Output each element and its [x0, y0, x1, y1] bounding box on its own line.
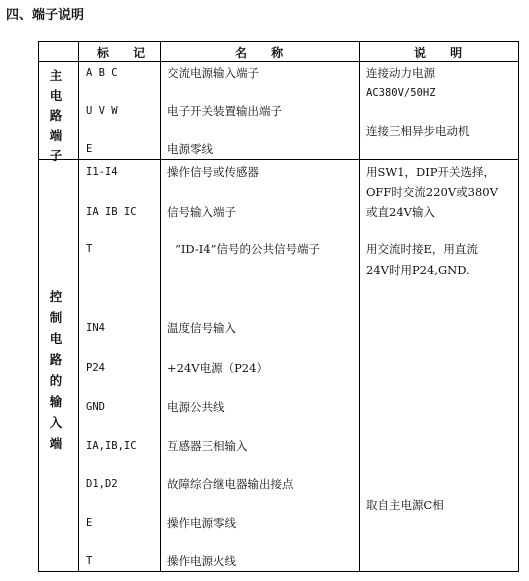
main-name-1: 电子开关装置输出端子 [167, 104, 282, 118]
header-divider [39, 61, 518, 62]
ctrl-mark-7: D1,D2 [86, 478, 118, 490]
ctrl-name-7: 故障综合继电器输出接点 [167, 477, 294, 491]
ctrl-mark-5: GND [86, 401, 105, 413]
column-divider-3 [359, 42, 360, 571]
ctrl-desc-1: OFF时交流220V或380V [366, 185, 498, 199]
ctrl-desc-0: 用SW1，DIP开关选择， [366, 165, 496, 179]
ctrl-mark-8: E [86, 517, 93, 529]
column-divider-2 [160, 42, 161, 571]
ctrl-name-2: “ID-I4”信号的公共信号端子 [175, 242, 320, 256]
ctrl-name-0: 操作信号或传感器 [167, 165, 259, 179]
main-name-0: 交流电源输入端子 [167, 66, 259, 80]
ctrl-desc-3: 用交流时接E，用直流 [366, 242, 478, 256]
ctrl-name-5: 电源公共线 [167, 400, 225, 414]
ctrl-mark-0: I1-I4 [86, 166, 118, 178]
main-mark-0: A B C [86, 67, 118, 79]
ctrl-desc-4: 24V时用P24,GND. [366, 263, 470, 277]
ctrl-desc-2: 或直24V输入 [366, 205, 435, 219]
main-mark-1: U V W [86, 105, 118, 117]
ctrl-mark-1: IA IB IC [86, 206, 137, 218]
group-label-main: 主电路端子 [49, 68, 63, 163]
ctrl-mark-3: IN4 [86, 322, 105, 334]
ctrl-name-6: 互感器三相输入 [167, 439, 248, 453]
section-heading: 四、端子说明 [6, 8, 85, 23]
ctrl-mark-9: T [86, 555, 93, 567]
main-desc-2: 连接三相异步电动机 [366, 124, 470, 138]
ctrl-desc-5: 取自主电源C相 [366, 498, 444, 512]
main-name-2: 电源零线 [167, 142, 213, 156]
ctrl-mark-6: IA,IB,IC [86, 440, 137, 452]
header-desc: 说 明 [414, 46, 473, 60]
ctrl-name-9: 操作电源火线 [167, 554, 236, 568]
main-desc-1: AC380V/50HZ [366, 87, 436, 99]
ctrl-mark-2: T [86, 243, 93, 255]
main-desc-0: 连接动力电源 [366, 66, 435, 80]
ctrl-name-1: 信号输入端子 [167, 205, 236, 219]
terminal-table [38, 41, 519, 572]
ctrl-mark-4: P24 [86, 362, 105, 374]
column-divider-1 [78, 42, 79, 571]
main-mark-2: E [86, 143, 93, 155]
group-divider [39, 159, 518, 160]
ctrl-name-4: +24V电源（P24） [167, 361, 268, 375]
ctrl-name-3: 温度信号输入 [167, 321, 236, 335]
header-name: 名 称 [235, 46, 294, 60]
group-label-control: 控制电路的输入端 [49, 289, 63, 451]
header-mark: 标 记 [97, 46, 156, 60]
ctrl-name-8: 操作电源零线 [167, 516, 236, 530]
